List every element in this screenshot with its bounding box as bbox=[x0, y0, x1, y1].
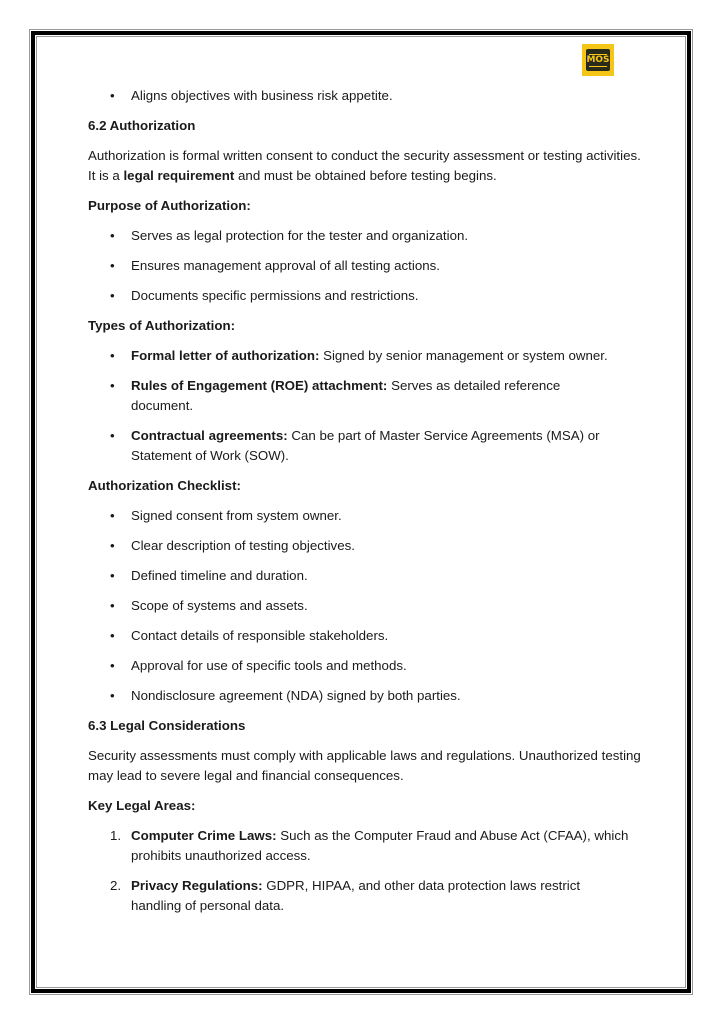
list-item-text: Signed by senior management or system owner. bbox=[319, 348, 608, 363]
list-item bbox=[88, 256, 648, 276]
bullet-icon: • bbox=[110, 508, 115, 523]
logo-line-bottom bbox=[589, 66, 607, 67]
bold-term: Privacy Regulations: bbox=[131, 878, 263, 893]
purpose-heading: Purpose of Authorization: bbox=[88, 198, 251, 213]
list-item bbox=[88, 566, 648, 586]
list-item bbox=[88, 346, 648, 366]
numbered-item bbox=[88, 876, 648, 916]
list-item-text: Serves as legal protection for the tester and organization. bbox=[131, 228, 469, 243]
mos-logo bbox=[582, 44, 614, 76]
bullet-icon: • bbox=[110, 228, 115, 243]
list-item bbox=[88, 596, 648, 616]
bullet-icon: • bbox=[110, 258, 115, 273]
logo-text: MOS bbox=[586, 54, 610, 65]
list-item-text: Can be part of Master Service Agreements (MSA) or Statement of Work (SOW). bbox=[131, 428, 600, 463]
list-item-text: GDPR, HIPAA, and other data protection laws restrict handling of personal data. bbox=[131, 878, 581, 913]
bullet-icon: • bbox=[110, 568, 115, 583]
list-item-text: Aligns objectives with business risk appetite. bbox=[131, 88, 393, 103]
legal-paragraph: Security assessments must comply with applicable laws and regulations. Unauthorized testing may lead to severe legal and financial consequences. bbox=[88, 748, 641, 783]
paragraph-text: Authorization is formal written consent to conduct the security assessment or testing activities. It is a bbox=[88, 148, 641, 183]
item-number: 1. bbox=[110, 828, 122, 843]
checklist-heading: Authorization Checklist: bbox=[88, 478, 241, 493]
list-item-text: Nondisclosure agreement (NDA) signed by both parties. bbox=[131, 688, 461, 703]
bullet-icon: • bbox=[110, 88, 115, 103]
numbered-item bbox=[88, 826, 648, 866]
bold-term: Computer Crime Laws: bbox=[131, 828, 277, 843]
bullet-icon: • bbox=[110, 288, 115, 303]
list-item bbox=[88, 686, 648, 706]
list-item-text: Defined timeline and duration. bbox=[131, 568, 308, 583]
bullet-icon: • bbox=[110, 378, 115, 393]
document-body bbox=[88, 86, 648, 916]
list-item-text: Contact details of responsible stakeholders. bbox=[131, 628, 389, 643]
list-item bbox=[88, 86, 648, 106]
list-item bbox=[88, 656, 648, 676]
list-item bbox=[88, 536, 648, 556]
bullet-icon: • bbox=[110, 658, 115, 673]
section-heading-6-2: 6.2 Authorization bbox=[88, 118, 196, 133]
logo-badge-icon bbox=[585, 48, 611, 72]
section-heading-6-3: 6.3 Legal Considerations bbox=[88, 718, 246, 733]
list-item-text: Ensures management approval of all testing actions. bbox=[131, 258, 440, 273]
bold-term: Rules of Engagement (ROE) attachment: bbox=[131, 378, 388, 393]
list-item-text: Serves as detailed reference document. bbox=[131, 378, 561, 413]
list-item-text: Signed consent from system owner. bbox=[131, 508, 342, 523]
paragraph-text: and must be obtained before testing begins. bbox=[234, 168, 497, 183]
bold-term: legal requirement bbox=[123, 168, 235, 183]
bullet-icon: • bbox=[110, 598, 115, 613]
list-item bbox=[88, 626, 648, 646]
bold-term: Contractual agreements: bbox=[131, 428, 288, 443]
list-item-text: Such as the Computer Fraud and Abuse Act (CFAA), which prohibits unauthorized access. bbox=[131, 828, 629, 863]
list-item-text: Approval for use of specific tools and methods. bbox=[131, 658, 407, 673]
types-heading: Types of Authorization: bbox=[88, 318, 235, 333]
bullet-icon: • bbox=[110, 538, 115, 553]
bullet-icon: • bbox=[110, 428, 115, 443]
authorization-paragraph bbox=[88, 146, 648, 186]
list-item bbox=[88, 426, 648, 466]
list-item bbox=[88, 376, 648, 416]
list-item-text: Scope of systems and assets. bbox=[131, 598, 308, 613]
list-item bbox=[88, 286, 648, 306]
bullet-icon: • bbox=[110, 688, 115, 703]
bold-term: Formal letter of authorization: bbox=[131, 348, 320, 363]
bullet-icon: • bbox=[110, 348, 115, 363]
item-number: 2. bbox=[110, 878, 122, 893]
list-item-text: Documents specific permissions and restrictions. bbox=[131, 288, 419, 303]
list-item bbox=[88, 506, 648, 526]
bullet-icon: • bbox=[110, 628, 115, 643]
list-item bbox=[88, 226, 648, 246]
list-item-text: Clear description of testing objectives. bbox=[131, 538, 355, 553]
key-legal-areas-heading: Key Legal Areas: bbox=[88, 798, 196, 813]
